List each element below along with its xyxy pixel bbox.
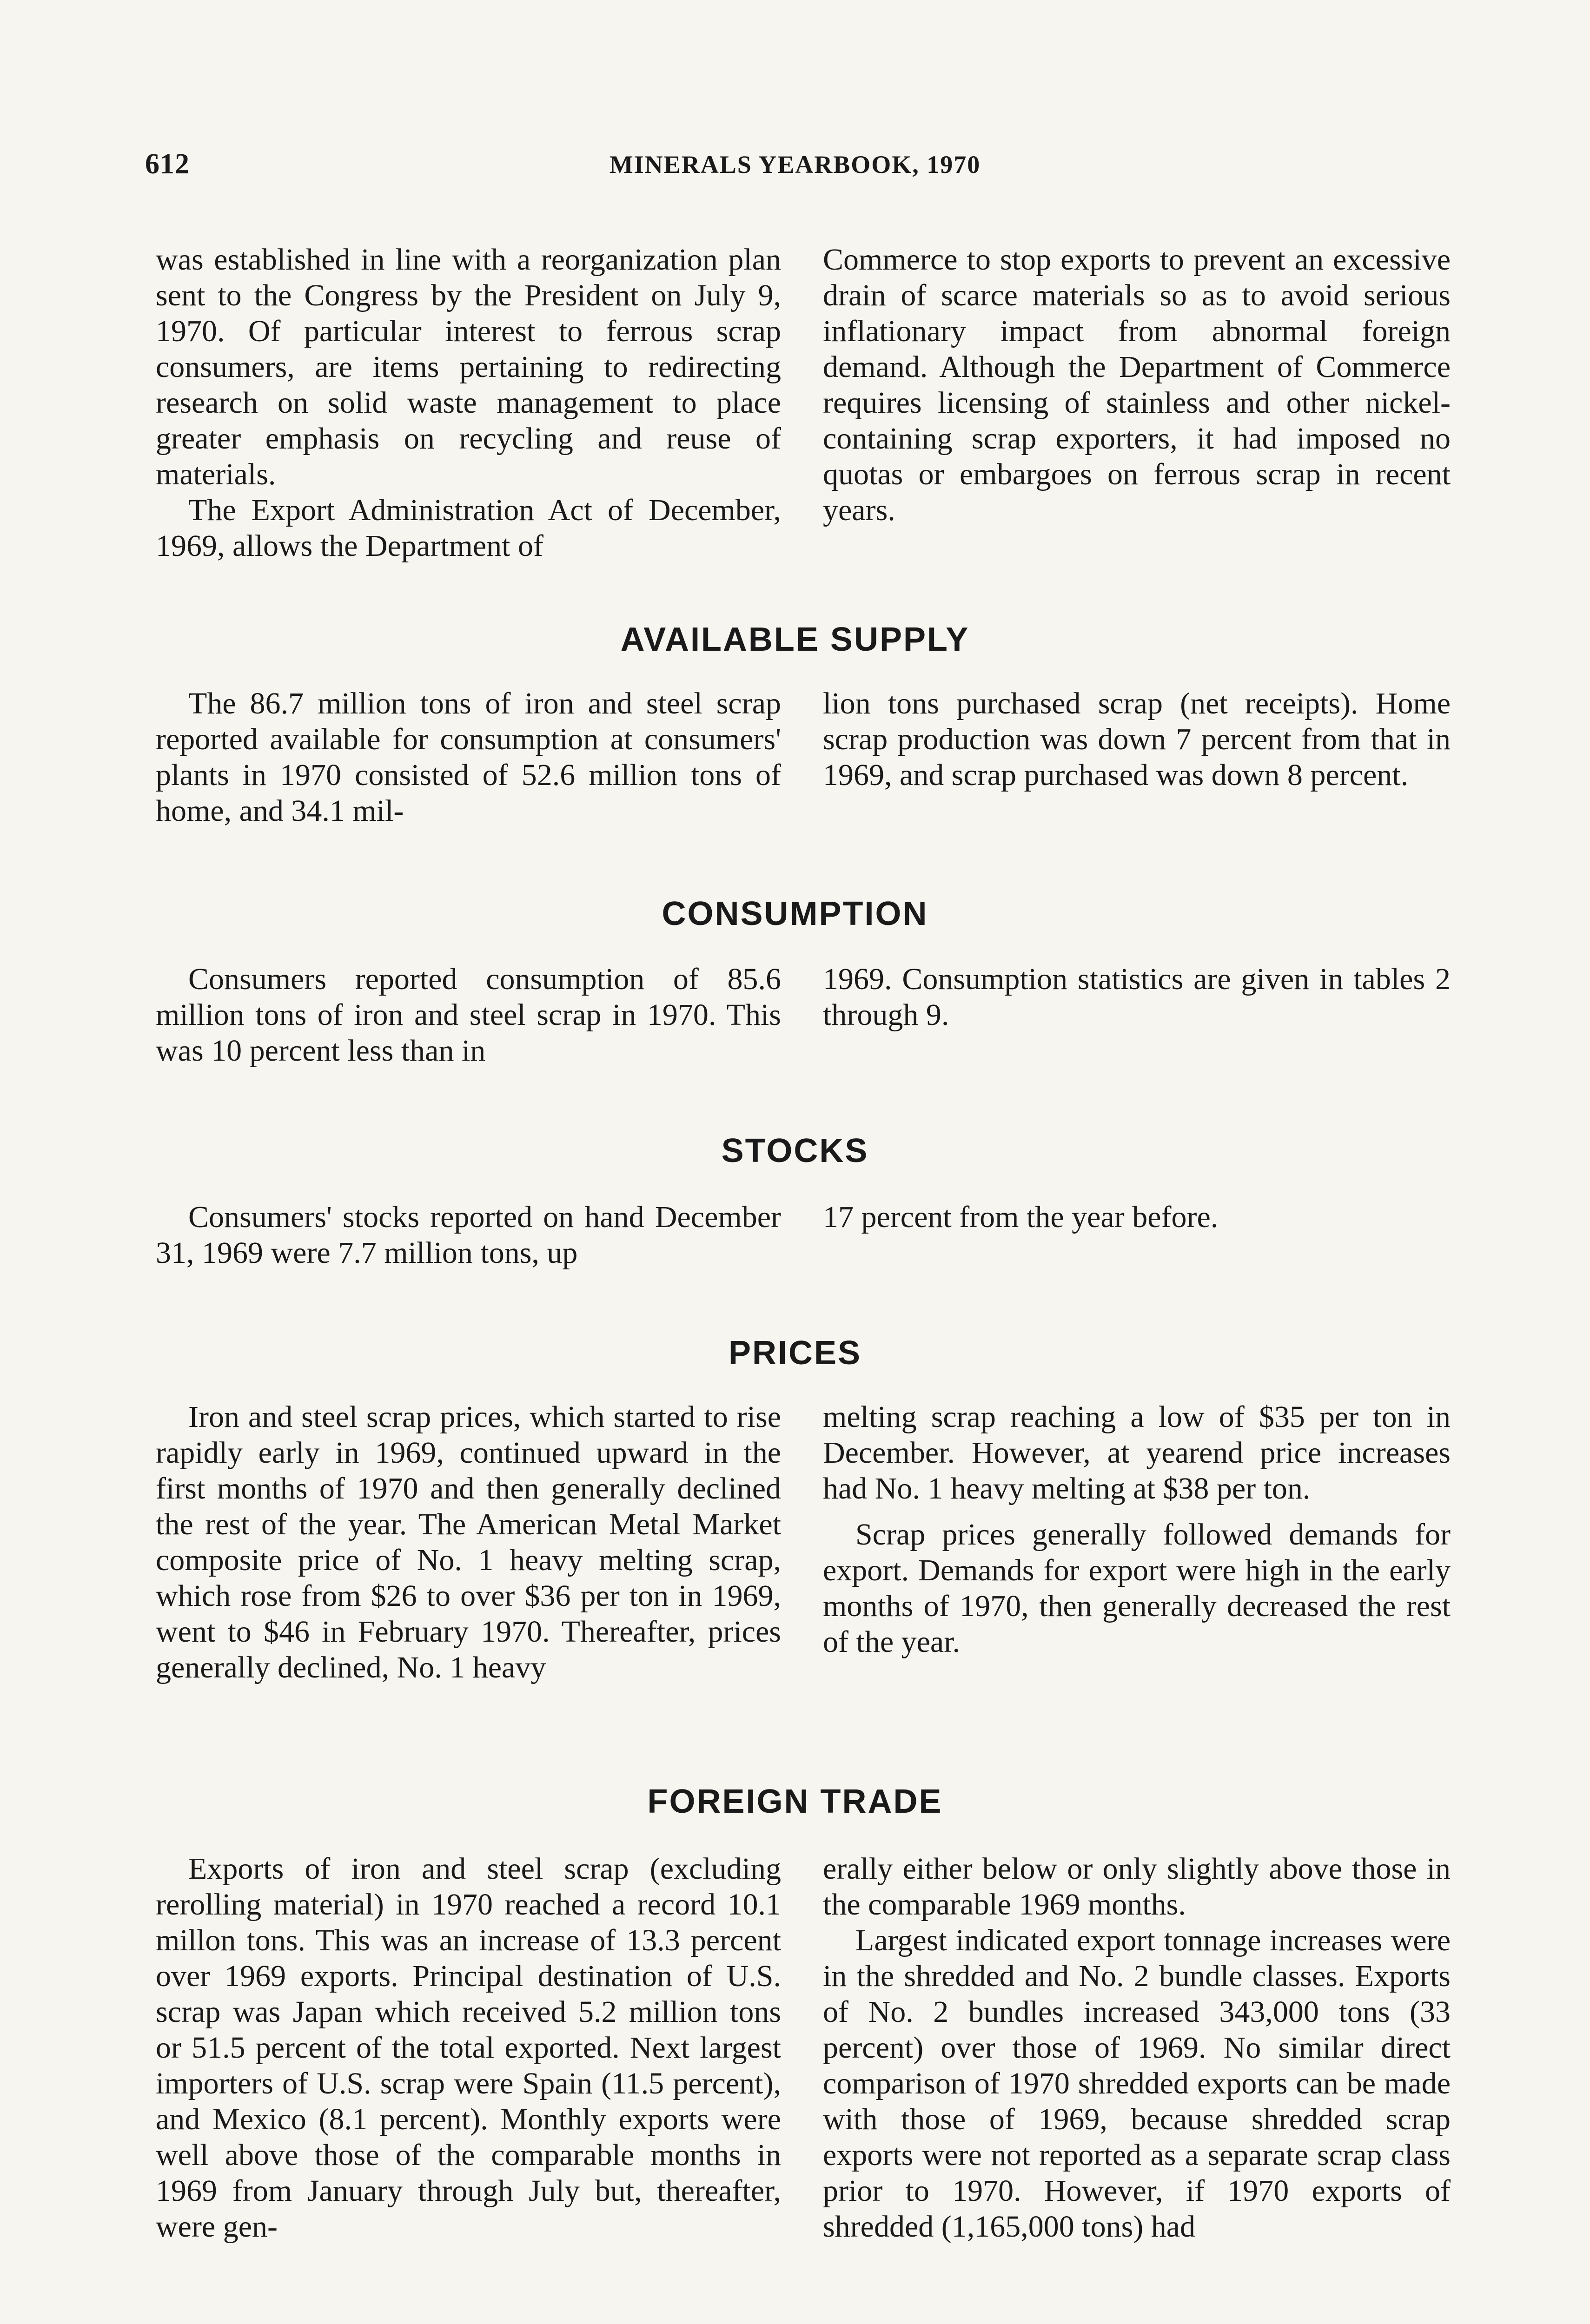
paragraph: erally either below or only slightly above those in the comparable 1969 months. [823,1852,1451,1921]
paragraph: Scrap prices generally followed demands for export. Demands for export were high in the early months of 1970, then generally decreased the rest of the year. [823,1518,1451,1659]
section-heading-available-supply: AVAILABLE SUPPLY [620,621,970,658]
paragraph: 17 percent from the year before. [823,1200,1219,1234]
stocks-right [823,1199,1451,1235]
paragraph: Consumers reported consumption of 85.6 million tons of iron and steel scrap in 1970. This was 10 percent less than in [156,962,781,1068]
section-heading-prices: PRICES [728,1334,862,1372]
paragraph: Consumers' stocks reported on hand December 31, 1969 were 7.7 million tons, up [156,1200,781,1270]
prices-left [156,1399,781,1685]
foreign-trade-left [156,1851,781,2245]
section-heading-consumption: CONSUMPTION [662,895,928,932]
intro-left-column [156,242,781,564]
available-supply-right [823,686,1451,793]
paragraph: The 86.7 million tons of iron and steel scrap reported available for consumption at consumers' plants in 1970 consisted of 52.6 million tons of home, and 34.1 mil- [156,687,781,828]
intro-paragraph: was established in line with a reorganization plan sent to the Congress by the President on July 9, 1970. Of particular interest to ferrous scrap consumers, are items pertaining to redirecting research on solid waste management to place greater emphasis on recycling and reuse of materials. [156,243,781,491]
paragraph: Iron and steel scrap prices, which started to rise rapidly early in 1969, continued upward in the first months of 1970 and then generally declined the rest of the year. The American Metal Market composite price of No. 1 heavy melting scrap, which rose from $26 to over $36 per ton in 1969, went to $46 in February 1970. Thereafter, prices generally declined, No. 1 heavy [156,1400,781,1684]
consumption-right [823,961,1451,1033]
paragraph: Largest indicated export tonnage increases were in the shredded and No. 2 bundle classes. Exports of No. 2 bundles increased 343,000 tons (33 percent) over those of 1969. No similar direct comparison of 1970 shredded exports can be made with those of 1969, because shredded scrap exports were not reported as a separate scrap class prior to 1970. However, if 1970 exports of shredded (1,165,000 tons) had [823,1923,1451,2244]
section-heading-foreign-trade: FOREIGN TRADE [647,1783,943,1820]
intro-paragraph: Commerce to stop exports to prevent an excessive drain of scarce materials so as to avoid serious inflationary impact from abnormal foreign demand. Although the Department of Commerce requires licensing of stainless and other nickel-containing scrap exporters, it had imposed no quotas or embargoes on ferrous scrap in recent years. [823,243,1451,527]
paragraph: melting scrap reaching a low of $35 per ton in December. However, at yearend price increases had No. 1 heavy melting at $38 per ton. [823,1400,1451,1505]
paragraph: lion tons purchased scrap (net receipts). Home scrap production was down 7 percent from that in 1969, and scrap purchased was down 8 percent. [823,687,1451,792]
paragraph: Exports of iron and steel scrap (excluding rerolling material) in 1970 reached a record 10.1 millon tons. This was an increase of 13.3 percent over 1969 exports. Principal destination of U.S. scrap was Japan which received 5.2 million tons or 51.5 percent of the total exported. Next largest importers of U.S. scrap were Spain (11.5 percent), and Mexico (8.1 percent). Monthly exports were well above those of the comparable months in 1969 from January through July but, thereafter, were gen- [156,1852,781,2244]
prices-right [823,1399,1451,1660]
consumption-left [156,961,781,1069]
available-supply-left [156,686,781,829]
running-head: MINERALS YEARBOOK, 1970 [609,151,981,178]
section-heading-stocks: STOCKS [721,1132,869,1169]
intro-right-column [823,242,1451,528]
stocks-left [156,1199,781,1271]
page-number: 612 [145,148,190,180]
intro-paragraph: The Export Administration Act of December, 1969, allows the Department of [156,493,781,563]
paragraph: 1969. Consumption statistics are given in tables 2 through 9. [823,962,1451,1032]
foreign-trade-right [823,1851,1451,2245]
